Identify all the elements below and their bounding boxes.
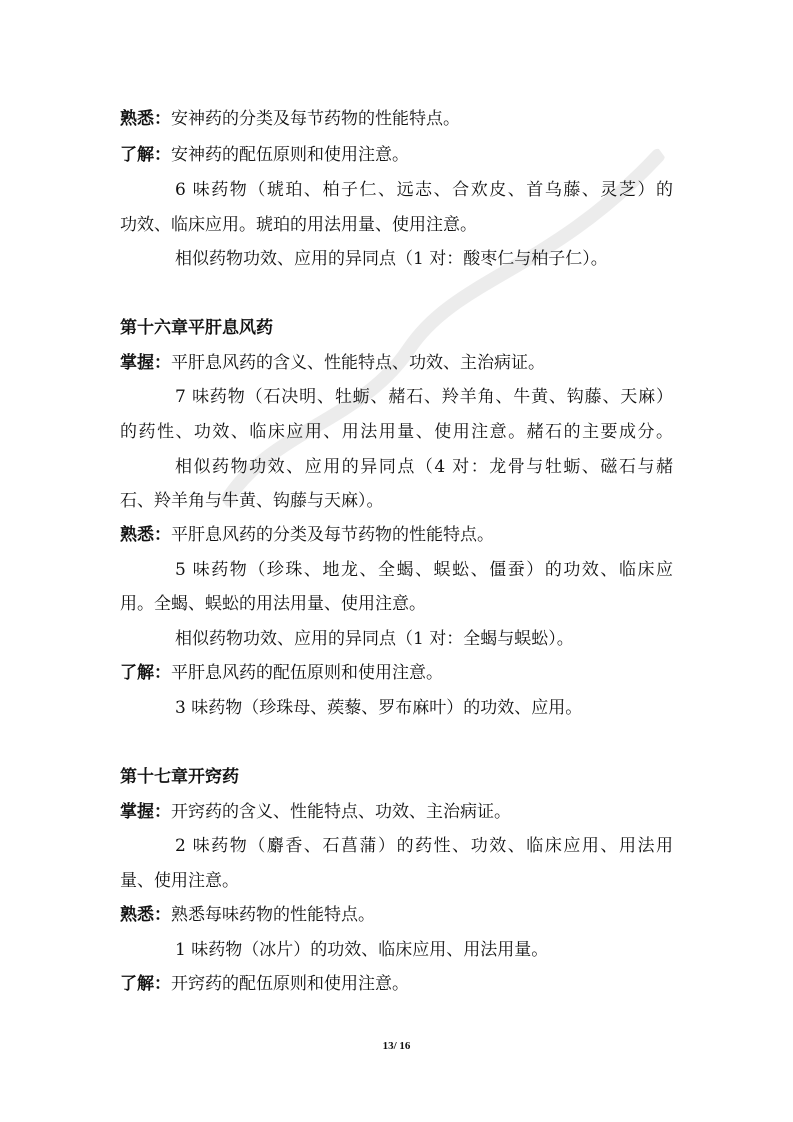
line-master-16 bbox=[120, 352, 545, 374]
line-text: 2 味药物（麝香、石菖蒲）的药性、功效、临床应用、用法用 bbox=[175, 836, 673, 856]
line-familiar-17 bbox=[120, 904, 375, 926]
line-text: 相似药物功效、应用的异同点（1 对：全蝎与蜈蚣）。 bbox=[175, 629, 574, 649]
section-label: 熟悉： bbox=[120, 109, 171, 129]
section-label: 了解： bbox=[120, 663, 171, 683]
line-text: 平肝息风药的含义、性能特点、功效、主治病证。 bbox=[171, 353, 545, 373]
line-text: 6 味药物（琥珀、柏子仁、远志、合欢皮、首乌藤、灵芝）的 bbox=[175, 180, 673, 200]
section-label: 了解： bbox=[120, 145, 171, 165]
line-text: 平肝息风药的配伍原则和使用注意。 bbox=[171, 663, 443, 683]
line-understand-16 bbox=[120, 662, 443, 684]
section-label: 熟悉： bbox=[120, 905, 171, 925]
line-familiar-1 bbox=[120, 108, 460, 130]
line-text: 量、使用注意。 bbox=[120, 871, 239, 891]
page-number: 13/ 16 bbox=[382, 1040, 411, 1052]
line-text: 1 味药物（冰片）的功效、临床应用、用法用量。 bbox=[175, 940, 549, 960]
chapter-heading-17: 第十七章开窍药 bbox=[120, 767, 239, 787]
section-label: 掌握： bbox=[120, 802, 171, 822]
chapter-heading-16: 第十六章平肝息风药 bbox=[120, 318, 273, 338]
line-text: 用。全蝎、蜈蚣的用法用量、使用注意。 bbox=[120, 594, 426, 614]
line-text: 石、羚羊角与牛黄、钩藤与天麻）。 bbox=[120, 491, 384, 511]
line-text: 开窍药的含义、性能特点、功效、主治病证。 bbox=[171, 802, 511, 822]
line-text: 3 味药物（珍珠母、蒺藜、罗布麻叶）的功效、应用。 bbox=[175, 698, 583, 718]
line-text: 相似药物功效、应用的异同点（1 对：酸枣仁与柏子仁）。 bbox=[175, 249, 608, 269]
line-text: 相似药物功效、应用的异同点（4 对：龙骨与牡蛎、磁石与赭 bbox=[175, 457, 673, 477]
line-text: 安神药的配伍原则和使用注意。 bbox=[171, 145, 409, 165]
line-text: 的药性、功效、临床应用、用法用量、使用注意。赭石的主要成分。 bbox=[120, 422, 673, 442]
line-text: 5 味药物（珍珠、地龙、全蝎、蜈蚣、僵蚕）的功效、临床应 bbox=[175, 560, 673, 580]
section-label: 掌握： bbox=[120, 353, 171, 373]
section-label: 熟悉： bbox=[120, 525, 171, 545]
line-text: 7 味药物（石决明、牡蛎、赭石、羚羊角、牛黄、钩藤、天麻） bbox=[175, 387, 673, 407]
section-label: 了解： bbox=[120, 974, 171, 994]
line-understand-1 bbox=[120, 144, 409, 166]
line-understand-17 bbox=[120, 973, 409, 995]
line-familiar-16 bbox=[120, 524, 494, 546]
line-master-17 bbox=[120, 801, 511, 823]
line-text: 功效、临床应用。琥珀的用法用量、使用注意。 bbox=[120, 215, 477, 235]
line-text: 熟悉每味药物的性能特点。 bbox=[171, 905, 375, 925]
line-text: 安神药的分类及每节药物的性能特点。 bbox=[171, 109, 460, 129]
line-text: 平肝息风药的分类及每节药物的性能特点。 bbox=[171, 525, 494, 545]
line-text: 开窍药的配伍原则和使用注意。 bbox=[171, 974, 409, 994]
